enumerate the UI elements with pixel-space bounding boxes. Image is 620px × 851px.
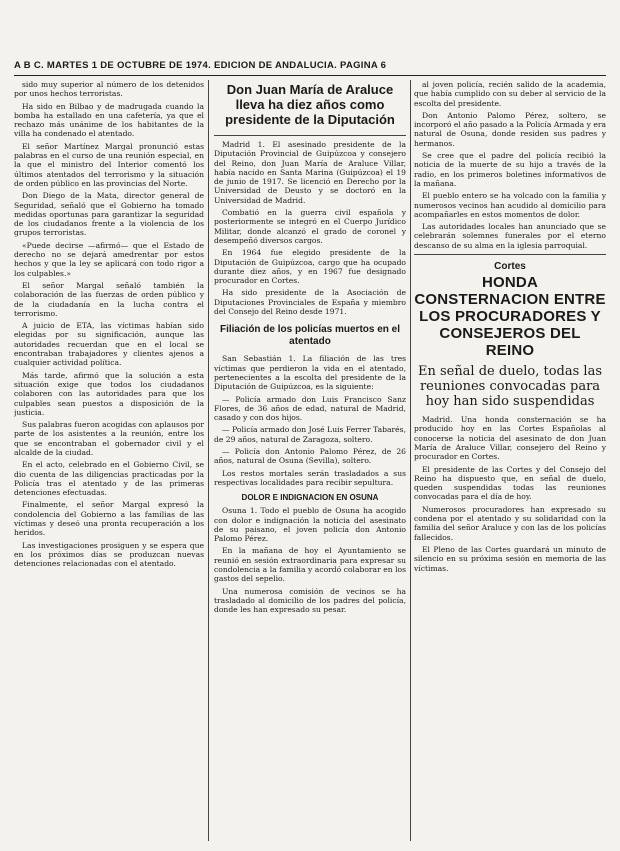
paragraph: Don Antonio Palomo Pérez, soltero, se incorporó el año pasado a la Policía Armada y era natural de Osuna, donde residen sus padres y hermanos. [414, 110, 606, 148]
column-2 [214, 80, 406, 841]
column-1 [14, 80, 204, 841]
paragraph: — Policía don Antonio Palomo Pérez, de 26 años, natural de Osuna (Sevilla), soltero. [214, 447, 406, 466]
paragraph: El señor Margal señaló también la colaboración de las fuerzas de orden público y de la ciudadanía en la lucha contra el terrorismo. [14, 280, 204, 318]
paragraph: sido muy superior al número de los detenidos por unos hechos terroristas. [14, 80, 204, 99]
cortes-headline: HONDA CONSTERNACION ENTRE LOS PROCURADORES Y CONSEJEROS DEL REINO [414, 274, 606, 360]
divider [214, 135, 406, 136]
paragraph: Las investigaciones prosiguen y se espera que en los próximos días se produzcan nuevas detenciones relacionadas con el atentado. [14, 540, 204, 569]
paragraph: Sus palabras fueron acogidas con aplausos por parte de los asistentes a la reunión, entre los que se encontraban el gobernador civil y el alcalde de la ciudad. [14, 420, 204, 457]
paragraph: El pueblo entero se ha volcado con la familia y numerosos vecinos han acudido al domicilio para acompañarles en estos momentos de dolor. [414, 191, 606, 219]
paragraph: Don Diego de la Mata, director general de Seguridad, señaló que el Gobierno ha tomado medidas oportunas para garantizar la seguridad de los ciudadanos frente a la violencia de los grupos terroristas. [14, 191, 204, 238]
paragraph: El Pleno de las Cortes guardará un minuto de silencio en su próxima sesión en memoria de las víctimas. [414, 544, 606, 573]
paragraph: En la mañana de hoy el Ayuntamiento se reunió en sesión extraordinaria para expresar su condolencia a la familia y acordó colaborar en los gastos del sepelio. [214, 546, 406, 584]
paragraph: Osuna 1. Todo el pueblo de Osuna ha acogido con dolor e indignación la noticia del asesinato de su paisano, el joven policía don Antonio Palomo Pérez. [214, 506, 406, 544]
paragraph: El señor Martínez Margal pronunció estas palabras en el curso de una reunión especial, en la que el ministro del Interior comentó los últimos atentados del terrorismo y la situación de orden público en las provincias del Norte. [14, 141, 204, 188]
paragraph: Se cree que el padre del policía recibió la noticia de la muerte de su hijo a través de la radio, en los primeros boletines informativos de la mañana. [414, 151, 606, 188]
paragraph: Madrid 1. El asesinado presidente de la Diputación Provincial de Guipúzcoa y consejero del Reino, don Juan María de Araluce Villar, había nacido en Santa Marina (Guipúzcoa) el 19 de junio de 1917. Se licenció en Derecho por la Universidad de Deusto y se doctoró en la Universidad de Madrid. [214, 140, 406, 205]
paragraph: Ha sido presidente de la Asociación de Diputaciones Provinciales de España y miembro del Consejo del Reino desde 1971. [214, 288, 406, 317]
araluce-headline: Don Juan María de Araluce lleva ha diez años como presidente de la Diputación [225, 82, 395, 127]
paragraph: «Puede decirse —afirmó— que el Estado de derecho no se dejará amedrentar por estos hechos y que la ley se aplicará con todo rigor a los culpables.» [14, 240, 204, 278]
osuna-subhead: DOLOR E INDIGNACION EN OSUNA [241, 493, 379, 503]
paragraph: — Policía armado don Luis Francisco Sanz Flores, de 36 años de edad, natural de Madrid, casado y con dos hijos. [214, 394, 406, 423]
paragraph: Las autoridades locales han anunciado que se celebrarán solemnes funerales por el eterno descanso de su alma en la iglesia parroquial. [414, 222, 606, 250]
paragraph: Finalmente, el señor Margal expresó la condolencia del Gobierno a las familias de las víctimas y deseó una pronta recuperación a los heridos. [14, 500, 204, 538]
paragraph: al joven policía, recién salido de la academia, que había cumplido con su deber al servicio de la escolta del presidente. [414, 80, 606, 108]
divider [414, 254, 606, 255]
cortes-deck: En señal de duelo, todas las reuniones convocadas para hoy han sido suspendidas [417, 364, 603, 410]
paragraph: Combatió en la guerra civil española y posteriormente se integró en el Cuerpo Jurídico Militar, donde alcanzó el grado de coronel y desempeñó diversos cargos. [214, 208, 406, 245]
paragraph: En el acto, celebrado en el Gobierno Civil, se dio cuenta de las diligencias practicadas por la Policía tras el atentado y de las primeras detenciones efectuadas. [14, 460, 204, 498]
paragraph: San Sebastián 1. La filiación de las tres víctimas que perdieron la vida en el atentado, pertenecientes a la escolta del presidente de la Diputación de Guipúzcoa, es la siguiente: [214, 354, 406, 392]
header-rule [14, 75, 606, 76]
column-divider [410, 80, 411, 841]
paragraph: — Policía armado don José Luis Ferrer Tabarés, de 29 años, natural de Zaragoza, soltero. [214, 425, 406, 444]
paragraph: Ha sido en Bilbao y de madrugada cuando la bomba ha estallado en una cafetería, ya que el rechazo más unánime de los habitantes de la villa ha condenado el atentado. [14, 101, 204, 139]
paragraph: El presidente de las Cortes y del Consejo del Reino ha dispuesto que, en señal de duelo, queden suspendidas todas las reuniones convocadas para el día de hoy. [414, 464, 606, 502]
paragraph: En 1964 fue elegido presidente de la Diputación de Guipúzcoa, cargo que ha ocupado durante diez años, y en 1967 fue designado procurador en Cortes. [214, 248, 406, 286]
column-3 [414, 80, 606, 841]
paragraph: Más tarde, afirmó que la solución a esta situación exige que todos los ciudadanos colaboren con las autoridades para que los culpables sean puestos a disposición de la justicia. [14, 370, 204, 417]
paragraph: Numerosos procuradores han expresado su condena por el atentado y su solidaridad con la familia del señor Araluce y con las de los policías fallecidos. [414, 504, 606, 542]
paragraph: Una numerosa comisión de vecinos se ha trasladado al domicilio de los padres del policía, donde les han expresado su pesar. [214, 586, 406, 615]
policias-subhead: Filiación de los policías muertos en el atentado [219, 324, 401, 348]
column-divider [208, 80, 209, 841]
paragraph: A juicio de ETA, las víctimas habían sido elegidas por su significación, aunque las autoridades recuerdan que en el local se encontraban trabajadores y clientes ajenos a cualquier actividad política. [14, 321, 204, 368]
section-label: Cortes [494, 261, 526, 273]
page-header: A B C. MARTES 1 DE OCTUBRE DE 1974. EDICION DE ANDALUCIA. PAGINA 6 [14, 60, 387, 71]
paragraph: Los restos mortales serán trasladados a sus respectivas localidades para recibir sepultura. [214, 468, 406, 487]
paragraph: Madrid. Una honda consternación se ha producido hoy en las Cortes Españolas al conocerse la noticia del asesinato de don Juan María de Araluce Villar, consejero del Reino y procurador en Cortes. [414, 415, 606, 462]
